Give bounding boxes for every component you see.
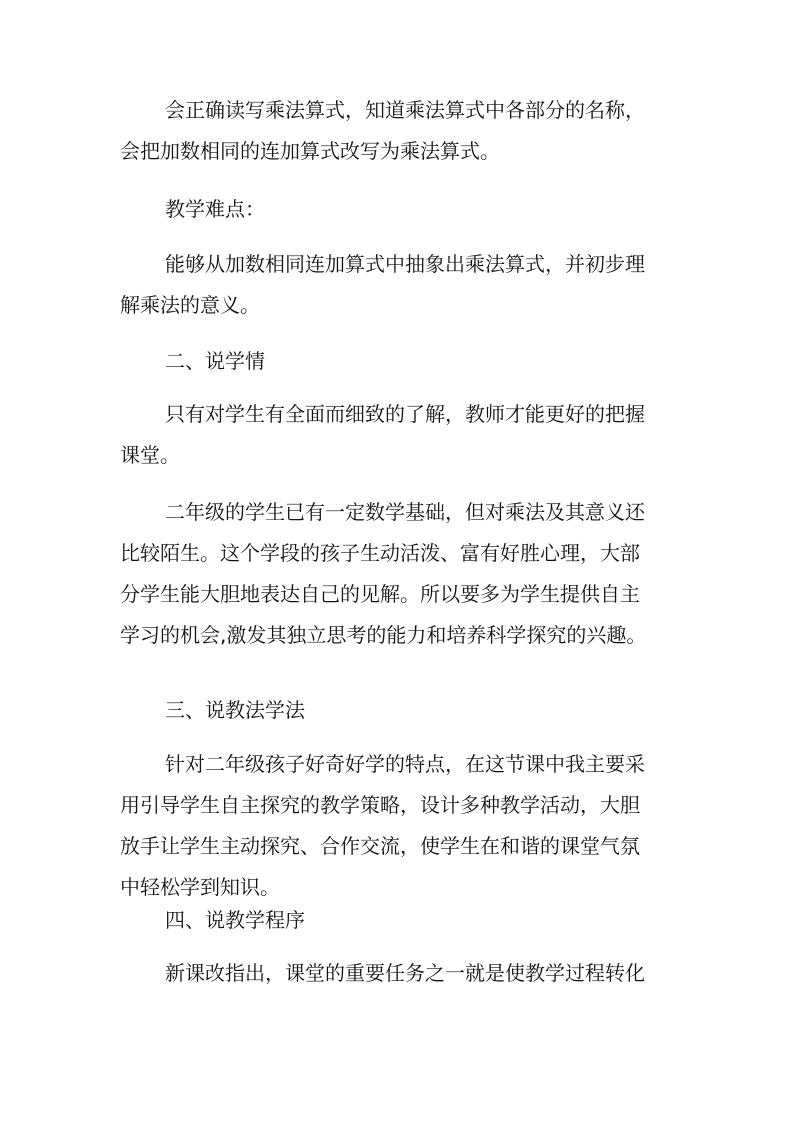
text-line: 只有对学生有全面而细致的了解，教师才能更好的把握 xyxy=(165,402,645,426)
heading-student-analysis xyxy=(0,343,794,379)
paragraph-methods xyxy=(0,746,794,910)
text-line: 放手让学生主动探究、合作交流，使学生在和谐的课堂气氛 xyxy=(120,834,640,858)
text-line: 四、说教学程序 xyxy=(165,908,305,932)
text-line: 二、说学情 xyxy=(165,349,265,373)
text-line: 分学生能大胆地表达自己的见解。所以要多为学生提供自主 xyxy=(120,582,640,606)
text-line: 用引导学生自主探究的教学策略，设计多种教学活动，大胆 xyxy=(120,793,640,817)
heading-teaching-difficulty xyxy=(0,191,794,227)
paragraph-difficulty xyxy=(0,246,794,328)
heading-teaching-methods xyxy=(0,692,794,728)
text-line: 会正确读写乘法算式，知道乘法算式中各部分的名称， xyxy=(165,98,645,122)
text-line: 二年级的学生已有一定数学基础，但对乘法及其意义还 xyxy=(165,500,645,524)
text-line: 解乘法的意义。 xyxy=(120,293,260,317)
paragraph-objectives xyxy=(0,92,794,174)
text-line: 三、说教法学法 xyxy=(165,698,305,722)
text-line: 能够从加数相同连加算式中抽象出乘法算式，并初步理 xyxy=(165,252,645,276)
paragraph-new-curriculum xyxy=(0,955,794,991)
text-line: 中轻松学到知识。 xyxy=(120,875,280,899)
text-line: 学习的机会,激发其独立思考的能力和培养科学探究的兴趣。 xyxy=(120,623,647,647)
text-line: 针对二年级孩子好奇好学的特点，在这节课中我主要采 xyxy=(165,752,645,776)
text-line: 新课改指出，课堂的重要任务之一就是使教学过程转化 xyxy=(165,961,645,985)
text-line: 教学难点： xyxy=(165,197,265,221)
text-line: 会把加数相同的连加算式改写为乘法算式。 xyxy=(120,139,500,163)
paragraph-grade-two-students xyxy=(0,494,794,658)
paragraph-student-understanding xyxy=(0,396,794,478)
heading-teaching-procedure xyxy=(0,902,794,938)
text-line: 比较陌生。这个学段的孩子生动活泼、富有好胜心理，大部 xyxy=(120,541,640,565)
text-line: 课堂。 xyxy=(120,443,180,467)
